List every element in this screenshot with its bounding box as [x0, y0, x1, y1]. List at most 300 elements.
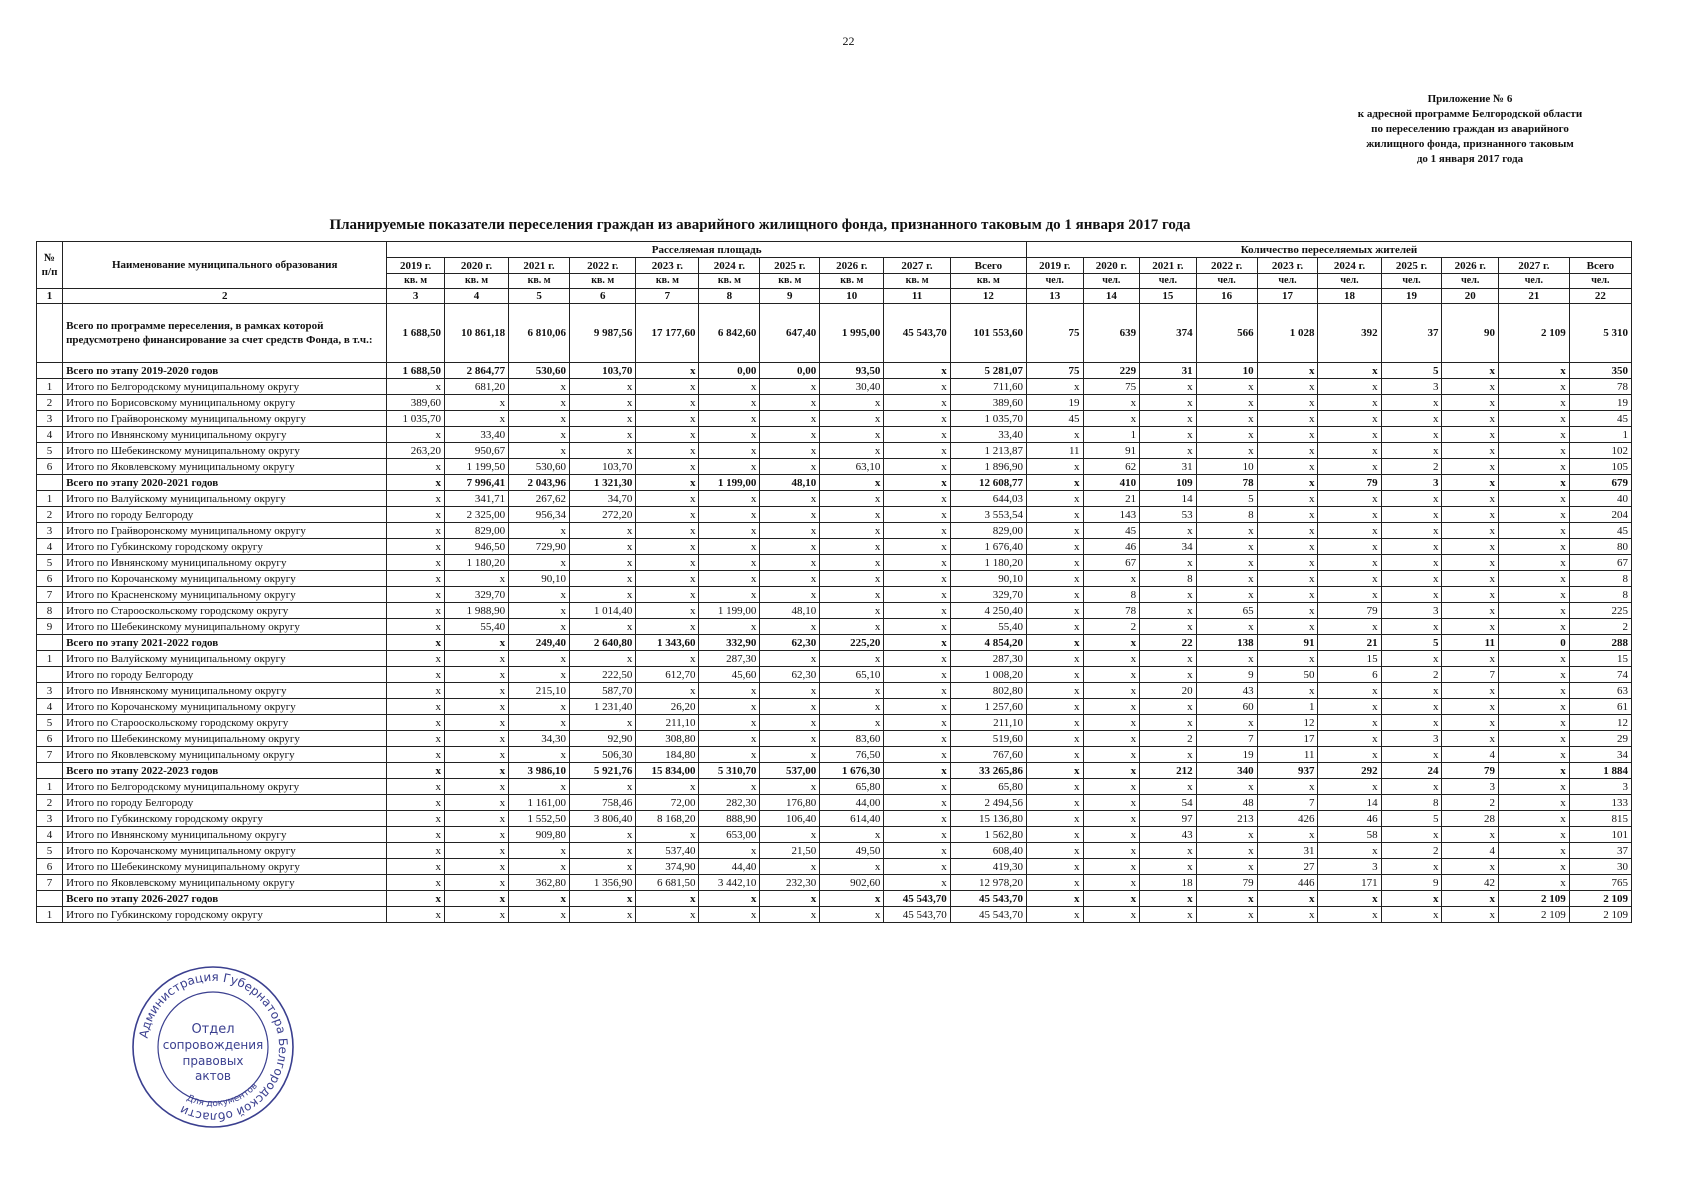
row-number: 9 [37, 619, 63, 635]
area-value: 950,67 [444, 443, 508, 459]
area-value: x [387, 603, 445, 619]
people-value: 34 [1569, 747, 1631, 763]
people-value: x [1026, 523, 1083, 539]
people-value: x [1196, 779, 1257, 795]
people-value: x [1381, 571, 1442, 587]
people-value: 45 [1083, 523, 1140, 539]
people-value: 410 [1083, 475, 1140, 491]
area-value: x [760, 379, 820, 395]
area-value: x [699, 779, 760, 795]
people-value: 8 [1140, 571, 1197, 587]
area-value: 282,30 [699, 795, 760, 811]
people-value: 5 310 [1569, 304, 1631, 363]
area-value: 0,00 [699, 363, 760, 379]
people-value: x [1442, 555, 1499, 571]
people-value: 288 [1569, 635, 1631, 651]
area-value: x [884, 811, 950, 827]
people-value: x [1083, 875, 1140, 891]
area-value: 211,10 [950, 715, 1026, 731]
area-value: x [760, 619, 820, 635]
area-value: x [444, 907, 508, 923]
area-value: x [636, 555, 699, 571]
area-value: x [636, 827, 699, 843]
people-value: 18 [1140, 875, 1197, 891]
people-value: x [1318, 891, 1381, 907]
municipality-name: Итого по Шебекинскому муниципальному округу [63, 443, 387, 459]
row-number [37, 667, 63, 683]
row-number: 7 [37, 747, 63, 763]
people-value: 6 [1318, 667, 1381, 683]
people-value: x [1083, 411, 1140, 427]
people-value: x [1318, 555, 1381, 571]
area-value: 1 552,50 [509, 811, 570, 827]
area-value: 76,50 [820, 747, 884, 763]
people-value: x [1026, 379, 1083, 395]
people-value: x [1257, 779, 1318, 795]
people-value: 67 [1569, 555, 1631, 571]
area-value: x [636, 363, 699, 379]
header-column-number: 16 [1196, 289, 1257, 304]
area-value: x [820, 907, 884, 923]
municipality-name: Всего по программе переселения, в рамках которой предусмотрено финансирование за счет средств Фонда, в т.ч.: [63, 304, 387, 363]
people-value: 9 [1381, 875, 1442, 891]
people-value: 42 [1442, 875, 1499, 891]
people-value: x [1026, 667, 1083, 683]
area-value: x [387, 379, 445, 395]
header-area-unit: кв. м [570, 274, 636, 289]
people-value: x [1257, 411, 1318, 427]
area-value: 4 854,20 [950, 635, 1026, 651]
people-value: x [1442, 443, 1499, 459]
area-value: 389,60 [387, 395, 445, 411]
area-value: x [884, 411, 950, 427]
area-value: x [387, 859, 445, 875]
people-value: 105 [1569, 459, 1631, 475]
people-value: x [1083, 811, 1140, 827]
area-value: x [760, 427, 820, 443]
people-value: 97 [1140, 811, 1197, 827]
stamp-bottom-text: Для документов [184, 1081, 260, 1110]
area-value: x [570, 539, 636, 555]
table-row [37, 395, 1632, 411]
area-value: x [884, 683, 950, 699]
people-value: x [1140, 379, 1197, 395]
area-value: 1 161,00 [509, 795, 570, 811]
people-value: x [1499, 555, 1570, 571]
people-value: 8 [1569, 587, 1631, 603]
area-value: x [387, 827, 445, 843]
people-value: 2 109 [1499, 304, 1570, 363]
area-value: x [387, 875, 445, 891]
area-value: 12 608,77 [950, 475, 1026, 491]
row-number: 3 [37, 523, 63, 539]
people-value: x [1499, 795, 1570, 811]
people-value: x [1026, 859, 1083, 875]
people-value: x [1381, 699, 1442, 715]
people-value: 3 [1318, 859, 1381, 875]
people-value: x [1381, 587, 1442, 603]
people-value: x [1499, 779, 1570, 795]
area-value: 341,71 [444, 491, 508, 507]
area-value: x [760, 779, 820, 795]
people-value: x [1499, 379, 1570, 395]
area-value: x [760, 715, 820, 731]
area-value: x [820, 683, 884, 699]
area-value: x [509, 907, 570, 923]
area-value: 33 265,86 [950, 763, 1026, 779]
area-value: 1 180,20 [444, 555, 508, 571]
area-value: 6 681,50 [636, 875, 699, 891]
people-value: x [1499, 747, 1570, 763]
area-value: x [699, 891, 760, 907]
row-number [37, 363, 63, 379]
municipality-name: Всего по этапу 2021-2022 годов [63, 635, 387, 651]
people-value: x [1026, 651, 1083, 667]
area-value: x [387, 779, 445, 795]
table-row [37, 619, 1632, 635]
area-value: x [884, 443, 950, 459]
table-row [37, 539, 1632, 555]
people-value: 65 [1196, 603, 1257, 619]
people-value: 20 [1140, 683, 1197, 699]
area-value: 7 996,41 [444, 475, 508, 491]
area-value: 308,80 [636, 731, 699, 747]
row-number: 5 [37, 555, 63, 571]
municipality-name: Итого по Губкинскому городскому округу [63, 539, 387, 555]
header-number: № п/п [37, 242, 63, 289]
area-value: x [884, 795, 950, 811]
row-number: 7 [37, 875, 63, 891]
area-value: x [444, 651, 508, 667]
people-value: 815 [1569, 811, 1631, 827]
people-value: 3 [1381, 475, 1442, 491]
people-value: 5 [1381, 811, 1442, 827]
area-value: 15 834,00 [636, 763, 699, 779]
people-value: x [1381, 859, 1442, 875]
municipality-name: Итого по Старооскольскому городскому округу [63, 603, 387, 619]
people-value: x [1499, 475, 1570, 491]
area-value: 681,20 [444, 379, 508, 395]
area-value: x [760, 507, 820, 523]
people-value: x [1083, 699, 1140, 715]
area-value: 1 688,50 [387, 363, 445, 379]
header-column-number: 22 [1569, 289, 1631, 304]
people-value: x [1140, 715, 1197, 731]
area-value: 26,20 [636, 699, 699, 715]
header-people-unit: чел. [1381, 274, 1442, 289]
people-value: 350 [1569, 363, 1631, 379]
area-value: x [444, 763, 508, 779]
area-value: x [444, 683, 508, 699]
official-stamp [128, 962, 298, 1132]
people-value: x [1257, 475, 1318, 491]
area-value: 101 553,60 [950, 304, 1026, 363]
area-value: x [387, 731, 445, 747]
area-value: x [699, 619, 760, 635]
area-value: 263,20 [387, 443, 445, 459]
people-value: 392 [1318, 304, 1381, 363]
people-value: x [1026, 811, 1083, 827]
people-value: x [1140, 891, 1197, 907]
people-value: x [1026, 763, 1083, 779]
header-area-year: 2023 г. [636, 258, 699, 274]
people-value: x [1026, 795, 1083, 811]
header-people-unit: чел. [1026, 274, 1083, 289]
area-value: x [509, 715, 570, 731]
header-area-year: 2022 г. [570, 258, 636, 274]
people-value: 19 [1569, 395, 1631, 411]
header-people-unit: чел. [1196, 274, 1257, 289]
people-value: 5 [1196, 491, 1257, 507]
people-value: x [1442, 427, 1499, 443]
total-row [37, 304, 1632, 363]
row-number: 4 [37, 827, 63, 843]
municipality-name: Итого по городу Белгороду [63, 667, 387, 683]
people-value: x [1026, 587, 1083, 603]
area-value: 653,00 [699, 827, 760, 843]
area-value: 767,60 [950, 747, 1026, 763]
area-value: x [884, 859, 950, 875]
area-value: x [884, 587, 950, 603]
row-number: 2 [37, 507, 63, 523]
area-value: x [699, 539, 760, 555]
area-value: 48,10 [760, 603, 820, 619]
header-people-unit: чел. [1442, 274, 1499, 289]
people-value: x [1499, 731, 1570, 747]
header-people-unit: чел. [1257, 274, 1318, 289]
area-value: 287,30 [699, 651, 760, 667]
people-value: x [1257, 379, 1318, 395]
area-value: 5 310,70 [699, 763, 760, 779]
people-value: 229 [1083, 363, 1140, 379]
people-value: x [1442, 475, 1499, 491]
people-value: x [1196, 619, 1257, 635]
people-value: 138 [1196, 635, 1257, 651]
area-value: x [570, 827, 636, 843]
area-value: x [509, 603, 570, 619]
people-value: 11 [1442, 635, 1499, 651]
area-value: 44,00 [820, 795, 884, 811]
area-value: 12 978,20 [950, 875, 1026, 891]
people-value: 2 109 [1499, 907, 1570, 923]
area-value: x [820, 827, 884, 843]
people-value: 1 [1257, 699, 1318, 715]
area-value: x [636, 443, 699, 459]
header-column-numbers-row [37, 289, 1632, 304]
row-number: 1 [37, 651, 63, 667]
table-row [37, 811, 1632, 827]
people-value: x [1318, 699, 1381, 715]
header-column-number: 11 [884, 289, 950, 304]
people-value: x [1257, 891, 1318, 907]
area-value: x [636, 411, 699, 427]
area-value: x [884, 731, 950, 747]
area-value: x [387, 635, 445, 651]
people-value: 3 [1381, 379, 1442, 395]
area-value: x [884, 507, 950, 523]
table-row [37, 651, 1632, 667]
people-value: x [1196, 523, 1257, 539]
area-value: 45 543,70 [950, 891, 1026, 907]
header-area-year: Всего [950, 258, 1026, 274]
people-value: x [1442, 859, 1499, 875]
table-row [37, 603, 1632, 619]
people-value: x [1026, 747, 1083, 763]
row-number: 5 [37, 715, 63, 731]
area-value: x [387, 843, 445, 859]
area-value: x [570, 379, 636, 395]
row-number: 5 [37, 443, 63, 459]
area-value: x [387, 667, 445, 683]
area-value: x [760, 395, 820, 411]
people-value: 8 [1083, 587, 1140, 603]
area-value: x [444, 827, 508, 843]
area-value: x [509, 843, 570, 859]
area-value: 332,90 [699, 635, 760, 651]
area-value: 2 640,80 [570, 635, 636, 651]
area-value: 44,40 [699, 859, 760, 875]
area-value: x [570, 427, 636, 443]
people-value: x [1196, 859, 1257, 875]
municipality-name: Итого по Красненскому муниципальному округу [63, 587, 387, 603]
people-value: 340 [1196, 763, 1257, 779]
area-value: x [636, 603, 699, 619]
people-value: x [1318, 683, 1381, 699]
people-value: x [1381, 827, 1442, 843]
area-value: 49,50 [820, 843, 884, 859]
area-value: x [636, 779, 699, 795]
people-value: x [1026, 827, 1083, 843]
people-value: 15 [1569, 651, 1631, 667]
area-value: 272,20 [570, 507, 636, 523]
area-value: 1 035,70 [387, 411, 445, 427]
total-row [37, 635, 1632, 651]
header-area-unit: кв. м [950, 274, 1026, 289]
area-value: x [699, 555, 760, 571]
municipality-name: Итого по Валуйскому муниципальному округу [63, 651, 387, 667]
area-value: x [884, 827, 950, 843]
area-value: x [760, 731, 820, 747]
area-value: 62,30 [760, 635, 820, 651]
people-value: x [1140, 395, 1197, 411]
area-value: x [509, 427, 570, 443]
people-value: 75 [1026, 304, 1083, 363]
row-number: 7 [37, 587, 63, 603]
area-value: 2 043,96 [509, 475, 570, 491]
people-value: 101 [1569, 827, 1631, 843]
municipality-name: Итого по Шебекинскому муниципальному округу [63, 731, 387, 747]
area-value: 83,60 [820, 731, 884, 747]
people-value: 31 [1140, 363, 1197, 379]
people-value: 43 [1196, 683, 1257, 699]
area-value: 33,40 [950, 427, 1026, 443]
area-value: x [820, 699, 884, 715]
people-value: 213 [1196, 811, 1257, 827]
people-value: 1 [1083, 427, 1140, 443]
people-value: x [1026, 843, 1083, 859]
people-value: 2 [1140, 731, 1197, 747]
area-value: x [820, 491, 884, 507]
people-value: x [1196, 555, 1257, 571]
municipality-name: Итого по Корочанскому муниципальному округу [63, 571, 387, 587]
area-value: x [884, 475, 950, 491]
area-value: x [884, 555, 950, 571]
people-value: x [1140, 443, 1197, 459]
area-value: x [884, 491, 950, 507]
area-value: 647,40 [760, 304, 820, 363]
area-value: x [509, 667, 570, 683]
row-number: 8 [37, 603, 63, 619]
table-row [37, 907, 1632, 923]
people-value: x [1140, 411, 1197, 427]
row-number: 4 [37, 427, 63, 443]
area-value: 902,60 [820, 875, 884, 891]
people-value: 1 884 [1569, 763, 1631, 779]
area-value: x [444, 843, 508, 859]
area-value: x [509, 891, 570, 907]
area-value: x [884, 571, 950, 587]
stamp-line: сопровождения [162, 1038, 264, 1052]
area-value: x [636, 395, 699, 411]
people-value: x [1499, 667, 1570, 683]
people-value: 937 [1257, 763, 1318, 779]
area-value: x [444, 747, 508, 763]
area-value: 232,30 [760, 875, 820, 891]
header-column-number: 13 [1026, 289, 1083, 304]
header-column-number: 6 [570, 289, 636, 304]
area-value: 21,50 [760, 843, 820, 859]
people-value: x [1381, 539, 1442, 555]
area-value: 1 014,40 [570, 603, 636, 619]
people-value: 63 [1569, 683, 1631, 699]
area-value: x [884, 603, 950, 619]
people-value: x [1442, 603, 1499, 619]
people-value: x [1381, 555, 1442, 571]
area-value: x [509, 747, 570, 763]
people-value: 48 [1196, 795, 1257, 811]
people-value: x [1257, 459, 1318, 475]
people-value: x [1318, 571, 1381, 587]
area-value: x [884, 427, 950, 443]
people-value: x [1083, 715, 1140, 731]
area-value: x [444, 859, 508, 875]
people-value: x [1257, 619, 1318, 635]
area-value: x [884, 875, 950, 891]
municipality-name: Итого по Ивнянскому муниципальному округу [63, 555, 387, 571]
municipality-name: Итого по Белгородскому муниципальному округу [63, 379, 387, 395]
header-area-unit: кв. м [387, 274, 445, 289]
area-value: 34,30 [509, 731, 570, 747]
area-value: 389,60 [950, 395, 1026, 411]
stamp-ring-text: Администрация Губернатора Белгородской области [136, 969, 291, 1125]
area-value: x [884, 763, 950, 779]
people-value: x [1442, 715, 1499, 731]
area-value: 215,10 [509, 683, 570, 699]
area-value: 249,40 [509, 635, 570, 651]
people-value: 2 [1569, 619, 1631, 635]
people-value: x [1318, 459, 1381, 475]
table-body [37, 304, 1632, 923]
people-value: x [1083, 747, 1140, 763]
header-column-number: 1 [37, 289, 63, 304]
municipality-name: Итого по Борисовскому муниципальному округу [63, 395, 387, 411]
row-number: 6 [37, 859, 63, 875]
people-value: x [1381, 427, 1442, 443]
area-value: x [387, 491, 445, 507]
area-value: x [636, 427, 699, 443]
people-value: 3 [1442, 779, 1499, 795]
people-value: x [1318, 507, 1381, 523]
